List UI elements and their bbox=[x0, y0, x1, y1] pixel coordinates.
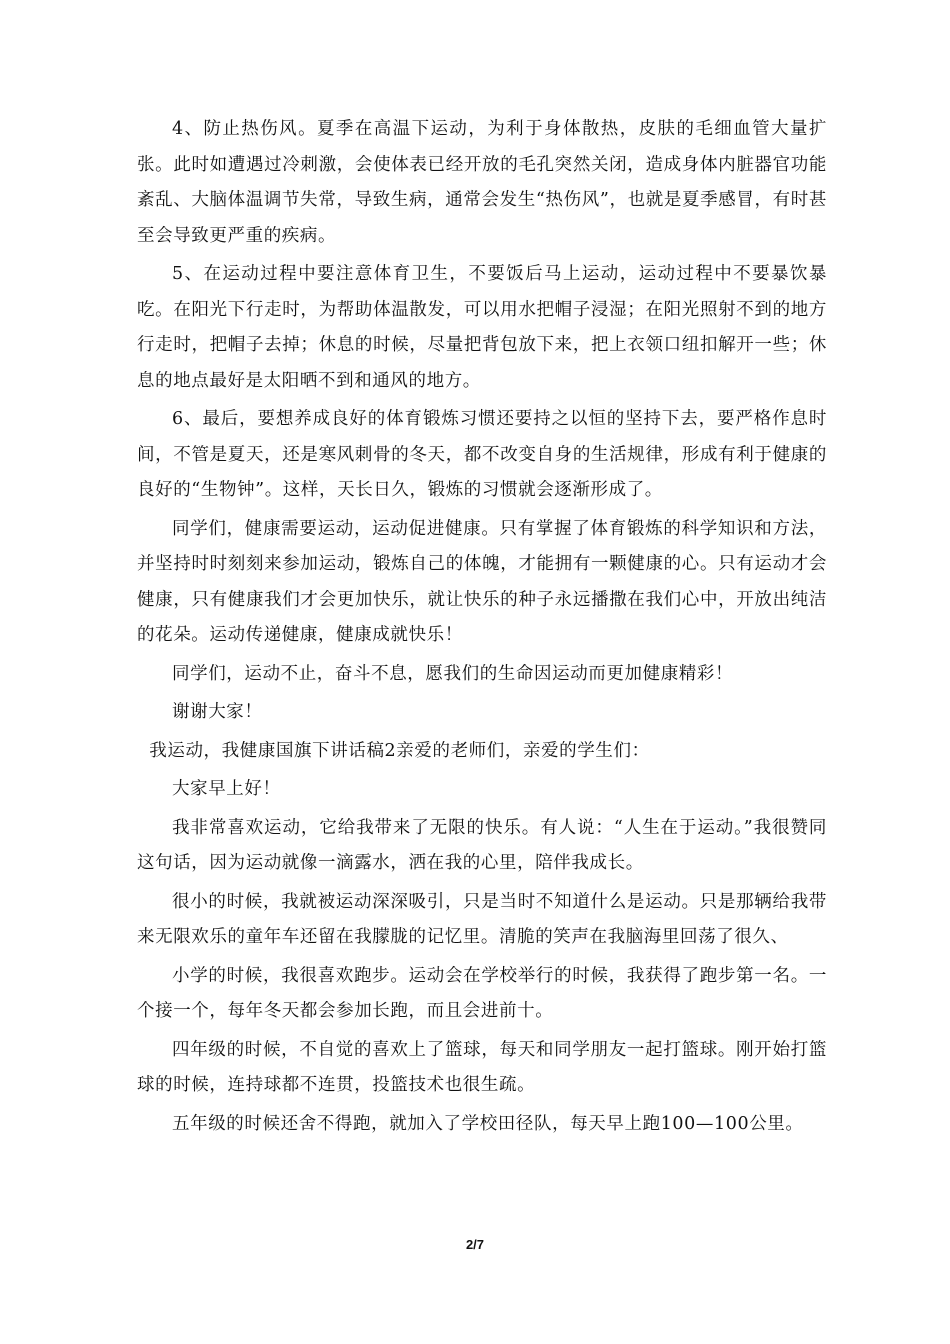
document-body bbox=[137, 112, 827, 1145]
speech-2-heading: 我运动，我健康国旗下讲话稿2亲爱的老师们，亲爱的学生们： bbox=[149, 740, 650, 761]
page-number: 2/7 bbox=[465, 1237, 485, 1252]
paragraph-love-sports: 我非常喜欢运动，它给我带来了无限的快乐。有人说：“人生在于运动。”我很赞同这句话，因为运动就像一滴露水，洒在我的心里，陪伴我成长。 bbox=[137, 817, 827, 873]
paragraph-keep-striving: 同学们，运动不止，奋斗不息，愿我们的生命因运动而更加健康精彩！ bbox=[172, 663, 734, 684]
paragraph-childhood: 很小的时候，我就被运动深深吸引，只是当时不知道什么是运动。只是那辆给我带来无限欢乐的童年车还留在我朦胧的记忆里。清脆的笑声在我脑海里回荡了很久、 bbox=[137, 891, 827, 947]
paragraph-track-team: 五年级的时候还舍不得跑，就加入了学校田径队，每天早上跑100—100公里。 bbox=[172, 1113, 804, 1134]
paragraph-greeting: 大家早上好！ bbox=[172, 779, 281, 799]
paragraph-persistence: 6、最后，要想养成良好的体育锻炼习惯还要持之以恒的坚持下去，要严格作息时间，不管是夏天，还是寒风刺骨的冬天，都不改变自身的生活规律，形成有利于健康的良好的“生物钟”。这样，天长日久，锻炼的习惯就会逐渐形成了。 bbox=[137, 409, 827, 500]
paragraph-thanks: 谢谢大家！ bbox=[172, 702, 263, 722]
paragraph-primary-school: 小学的时候，我很喜欢跑步。运动会在学校举行的时候，我获得了跑步第一名。一个接一个，每年冬天都会参加长跑，而且会进前十。 bbox=[137, 965, 827, 1021]
paragraph-heat-stroke: 4、防止热伤风。夏季在高温下运动，为利于身体散热，皮肤的毛细血管大量扩张。此时如遭遇过冷刺激，会使体表已经开放的毛孔突然关闭，造成身体内脏器官功能紊乱、大脑体温调节失常，导致生病，通常会发生“热伤风”，也就是夏季感冒，有时甚至会导致更严重的疾病。 bbox=[137, 119, 827, 246]
paragraph-health-needs-exercise: 同学们，健康需要运动，运动促进健康。只有掌握了体育锻炼的科学知识和方法，并坚持时时刻刻来参加运动，锻炼自己的体魄，才能拥有一颗健康的心。只有运动才会健康，只有健康我们才会更加快乐，就让快乐的种子永远播撒在我们心中，开放出纯洁的花朵。运动传递健康，健康成就快乐！ bbox=[137, 518, 827, 645]
paragraph-sports-hygiene: 5、在运动过程中要注意体育卫生，不要饭后马上运动，运动过程中不要暴饮暴吃。在阳光下行走时，为帮助体温散发，可以用水把帽子浸湿；在阳光照射不到的地方行走时，把帽子去掉；休息的时候，尽量把背包放下来，把上衣领口纽扣解开一些；休息的地点最好是太阳晒不到和通风的地方。 bbox=[137, 264, 827, 391]
paragraph-basketball: 四年级的时候，不自觉的喜欢上了篮球，每天和同学朋友一起打篮球。刚开始打篮球的时候，连持球都不连贯，投篮技术也很生疏。 bbox=[137, 1039, 827, 1095]
